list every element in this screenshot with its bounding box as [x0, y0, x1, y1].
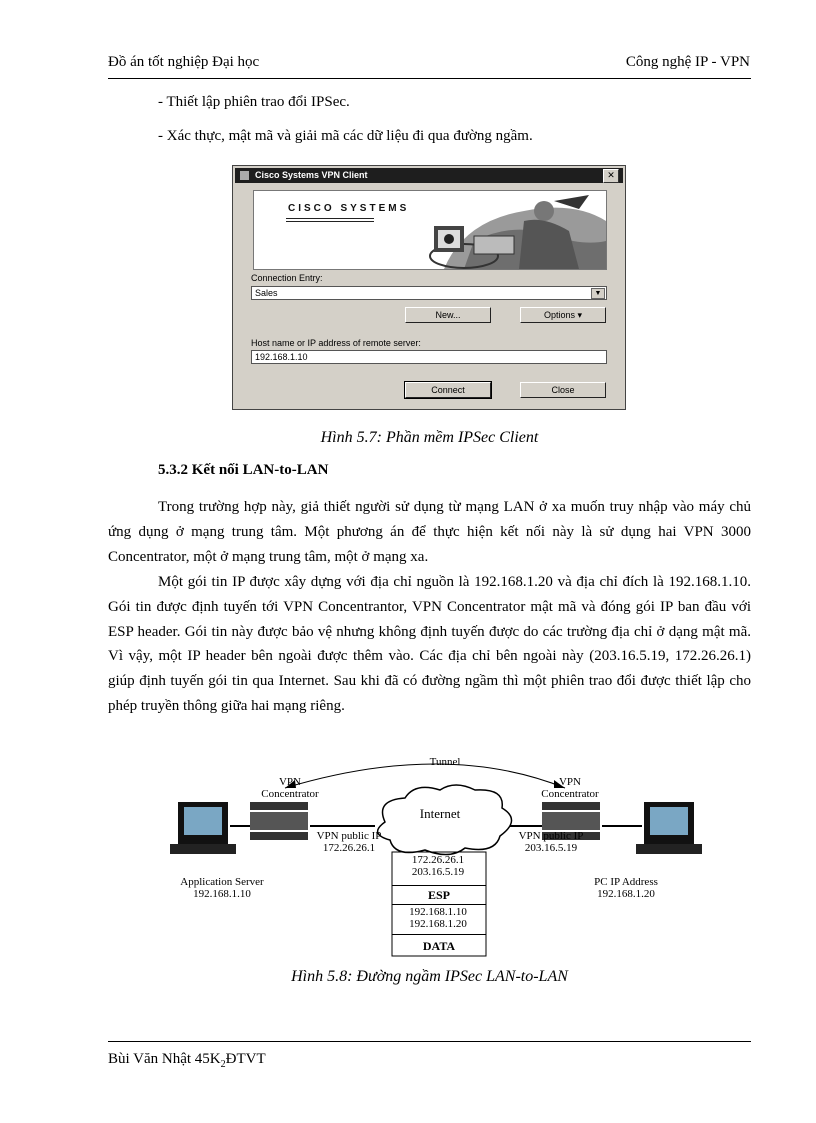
- paragraph-2: Một gói tin IP được xây dựng với địa chỉ nguồn là 192.168.1.20 và địa chỉ đích là 192.168.1.10. Gói tin được định tuyến tới VPN Concentrantor, VPN Concentrator mật mã và đóng gói IP ban đầu với ESP header. Gói tin này được bảo vệ nhưng không định tuyến được do các trường địa chỉ ở dạng mật mã. Vì vậy, một IP header bên ngoài được thêm vào. Các địa chỉ bên ngoài này (203.16.5.19, 172.26.26.1) giúp định tuyến gói tin qua Internet. Sau khi đã có đường ngầm thì một phiên trao đổi được thiết lập cho phép truyền thông giữa hai mạng riêng.: [108, 574, 751, 714]
- figure-caption-2: Hình 5.8: Đường ngầm IPSec LAN-to-LAN: [291, 968, 568, 985]
- connection-entry-select[interactable]: [251, 286, 607, 300]
- data-block: DATA: [392, 934, 486, 957]
- connect-button[interactable]: Connect: [405, 382, 491, 398]
- host-input[interactable]: [251, 350, 607, 364]
- left-concentrator-label: VPN Concentrator: [261, 776, 319, 800]
- right-public-ip: VPN public IP 203.16.5.19: [518, 830, 584, 854]
- footer-subscript: 2: [220, 1059, 226, 1070]
- close-icon[interactable]: ✕: [603, 169, 619, 183]
- paragraph-1: Trong trường hợp này, giả thiết người sử dụng từ mạng LAN ở xa muốn truy nhập vào máy chủ ứng dụng ở mạng trung tâm. Một phương án để thực hiện kết nối này là sử dụng hai VPN 3000 Concentrator, một ở mạng trung tâm, một ở mạng xa.: [108, 499, 751, 565]
- logo-bars: [286, 218, 374, 222]
- bullet-1: - Thiết lập phiên trao đổi IPSec.: [158, 94, 350, 110]
- cisco-banner: [253, 190, 607, 270]
- footer-name: Bùi Văn Nhật 45K: [108, 1051, 221, 1067]
- options-button[interactable]: [520, 307, 606, 323]
- options-label: Options: [543, 310, 575, 320]
- left-public-ip: VPN public IP 172.26.26.1: [316, 830, 382, 854]
- inner-ip-header: 192.168.1.10 192.168.1.20: [409, 906, 467, 930]
- footer-author: [108, 1051, 266, 1070]
- host-value: 192.168.1.10: [255, 352, 308, 362]
- options-arrow-icon: ▾: [577, 310, 583, 320]
- right-host-label: PC IP Address 192.168.1.20: [594, 876, 658, 900]
- section-heading: 5.3.2 Kết nối LAN-to-LAN: [158, 462, 329, 478]
- window-title: Cisco Systems VPN Client: [255, 170, 368, 180]
- outer-ip-header: 172.26.26.1 203.16.5.19: [411, 854, 465, 878]
- footer-suffix: ĐTVT: [225, 1051, 266, 1067]
- new-button[interactable]: New...: [405, 307, 491, 323]
- chevron-down-icon[interactable]: ▼: [591, 288, 605, 299]
- cisco-logo: CISCO SYSTEMS: [288, 203, 410, 214]
- figure-caption-1: Hình 5.7: Phần mềm IPSec Client: [320, 429, 539, 446]
- bullet-2: - Xác thực, mật mã và giải mã các dữ liệu đi qua đường ngầm.: [158, 128, 533, 144]
- internet-label: Internet: [419, 806, 461, 821]
- user-illustration: [404, 191, 606, 269]
- host-label: Host name or IP address of remote server:: [251, 338, 421, 348]
- connection-entry-value: Sales: [255, 288, 278, 298]
- vpn-client-window: [232, 165, 626, 410]
- left-host-label: Application Server 192.168.1.10: [180, 876, 264, 900]
- esp-header: ESP: [392, 885, 486, 905]
- header-rule: [108, 78, 751, 79]
- header-left: Đồ án tốt nghiệp Đại học: [108, 54, 260, 70]
- footer-rule: [108, 1041, 751, 1042]
- lan-to-lan-diagram: [150, 750, 710, 960]
- tunnel-label: Tunnel: [429, 756, 461, 768]
- close-button[interactable]: Close: [520, 382, 606, 398]
- right-concentrator-label: VPN Concentrator: [541, 776, 599, 800]
- app-icon: [240, 171, 249, 180]
- window-titlebar: [235, 168, 623, 183]
- connection-entry-label: Connection Entry:: [251, 273, 323, 283]
- header-right: Công nghệ IP - VPN: [625, 54, 750, 70]
